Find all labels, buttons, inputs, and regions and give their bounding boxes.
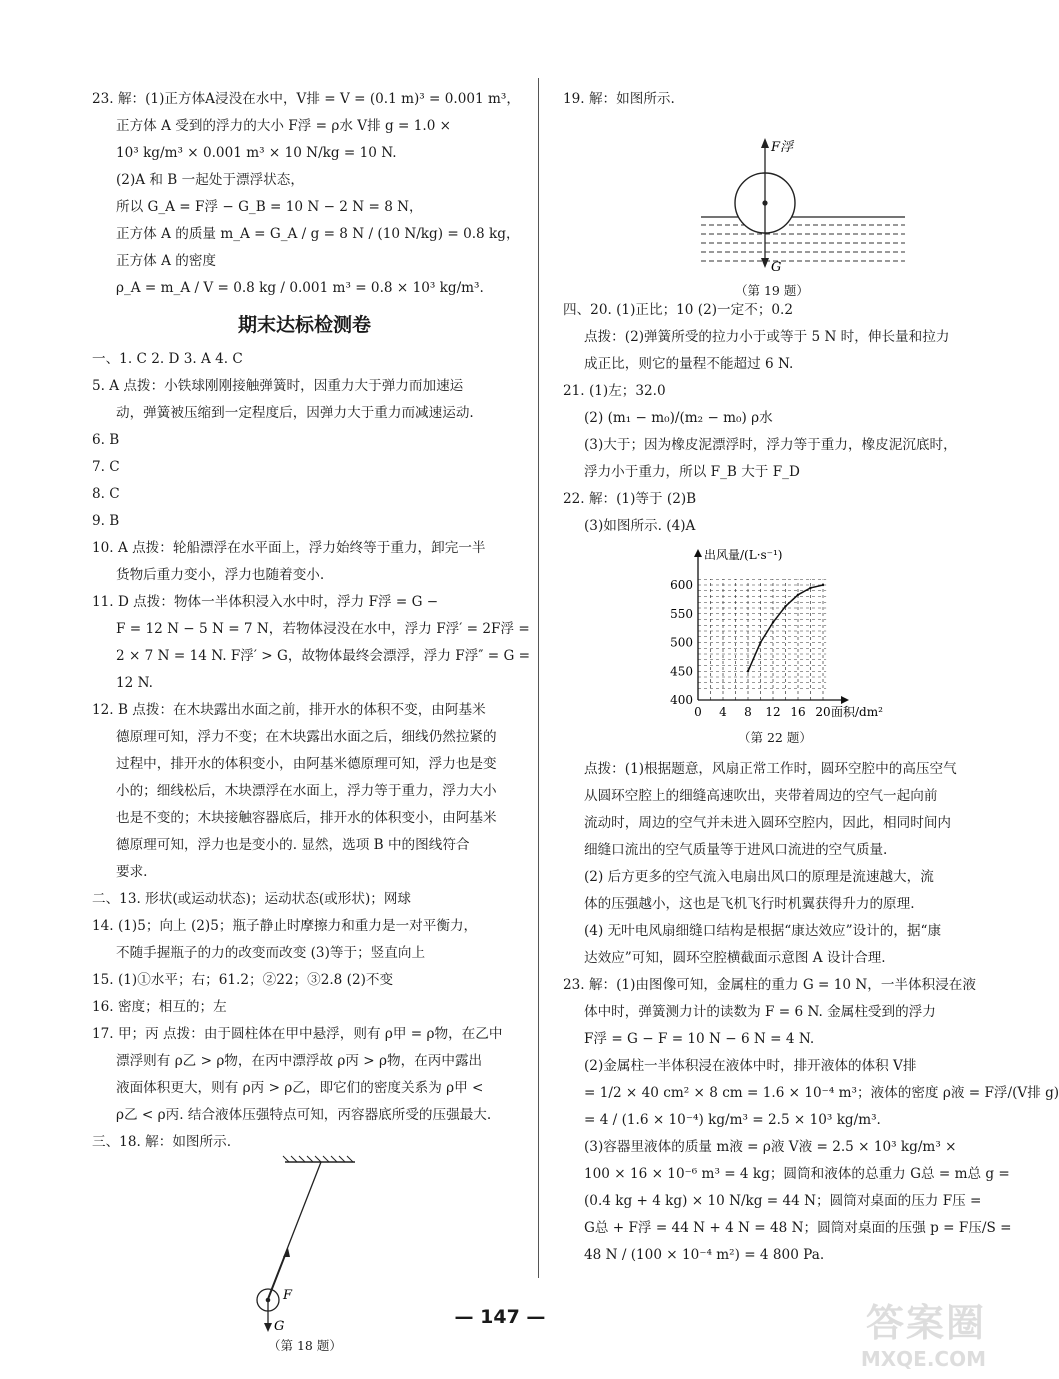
figure-18-caption: （第 18 题） xyxy=(268,1338,342,1353)
left-text-line: 7. C xyxy=(92,459,120,475)
fig18-label-F: F xyxy=(283,1288,293,1303)
right-c-line: 细缝口流出的空气质量等于进风口流进的空气质量. xyxy=(584,842,888,858)
left-text-line: 12. B 点拨：在木块露出水面之前，排开水的体积不变，由阿基米 xyxy=(92,702,486,718)
data-point xyxy=(772,621,774,623)
left-text-line: 德原理可知，浮力不变；在木块露出水面之后，细线仍然拉紧的 xyxy=(116,729,497,745)
x-tick-label: 20 xyxy=(815,705,831,719)
fig19-label-F: F浮 xyxy=(771,140,794,155)
right-c-line: (0.4 kg + 4 kg) × 10 N/kg = 44 N；圆筒对桌面的压力 F压 = xyxy=(584,1193,982,1209)
left-column xyxy=(92,86,531,1353)
y-tick-label: 600 xyxy=(670,578,693,592)
answers-block xyxy=(92,346,531,1156)
left-text-line: ρ乙 < ρ丙. 结合液体压强特点可知，丙容器底所受的压强最大. xyxy=(116,1107,492,1123)
right-c-line: 流动时，周边的空气并未进入圆环空腔内，因此，相同时间内 xyxy=(584,815,952,831)
right-c-line: 体的压强越小，这也是飞机飞行时机翼获得升力的原理. xyxy=(584,896,915,912)
figure-22-caption: （第 22 题） xyxy=(738,730,812,745)
right-b-line: 浮力小于重力，所以 F_B 大于 F_D xyxy=(584,464,800,480)
right-c-line: (2)金属柱一半体积浸在液体中时，排开液体的体积 V排 xyxy=(584,1058,917,1074)
right-c-line: 100 × 16 × 10⁻⁶ m³ = 4 kg；圆筒和液体的总重力 G总 = m总 g = xyxy=(584,1166,1010,1182)
q23-solution-block xyxy=(92,86,520,302)
figure-19 xyxy=(563,113,983,297)
left-text-line: 17. 甲；丙 点拨：由于圆柱体在甲中悬浮，则有 ρ甲 = ρ物，在乙中 xyxy=(92,1026,503,1042)
x-tick-label: 0 xyxy=(694,705,702,719)
y-tick-label: 500 xyxy=(670,635,693,650)
q22-23-block xyxy=(563,756,1059,1269)
data-point xyxy=(822,584,824,586)
left-text-line: 货物后重力变小，浮力也随着变小. xyxy=(116,567,325,583)
right-b-line: 成正比，则它的量程不能超过 6 N. xyxy=(584,356,794,372)
section-title: 期末达标检测卷 xyxy=(237,314,371,336)
right-column xyxy=(563,86,1059,1269)
right-c-line: 达效应”可知，圆环空腔横截面示意图 A 设计合理. xyxy=(584,950,886,966)
right-b-line: 四、20. (1)正比；10 (2)一定不；0.2 xyxy=(563,302,794,318)
figure-22 xyxy=(563,540,983,756)
y-axis-arrow xyxy=(694,549,702,557)
right-b-line: 22. 解：(1)等于 (2)B xyxy=(563,491,697,507)
fig19-label-G: G xyxy=(771,260,782,275)
left-text-line: 5. A 点拨：小铁球刚刚接触弹簧时，因重力大于弹力而加速运 xyxy=(92,378,464,394)
left-text-line: 过程中，排开水的体积变小，由阿基米德原理可知，浮力也是变 xyxy=(116,756,497,772)
y-tick-label: 550 xyxy=(670,606,693,621)
left-text-line: 正方体 A 受到的浮力的大小 F浮 = ρ水 V排 g = 1.0 × xyxy=(116,118,452,134)
left-text-line: 9. B xyxy=(92,513,120,529)
left-text-line: F = 12 N − 5 N = 7 N，若物体浸没在水中，浮力 F浮′ = 2F浮 = xyxy=(116,621,530,637)
watermark-url: MXQE.COM xyxy=(860,1347,986,1371)
right-b-line: 点拨：(2)弹簧所受的拉力小于或等于 5 N 时，伸长量和拉力 xyxy=(584,329,950,345)
x-tick-label: 12 xyxy=(765,705,781,719)
right-c-line: (3)容器里液体的质量 m液 = ρ液 V液 = 2.5 × 10³ kg/m³ × xyxy=(584,1139,957,1155)
x-axis-label: 面积/dm² xyxy=(831,705,883,719)
left-text-line: 23. 解：(1)正方体A浸没在水中，V排 = V = (0.1 m)³ = 0.001 m³， xyxy=(92,91,520,107)
right-c-line: = 4 / (1.6 × 10⁻⁴) kg/m³ = 2.5 × 10³ kg/m³. xyxy=(584,1112,881,1128)
right-c-line: 体中时，弹簧测力计的读数为 F = 6 N. 金属柱受到的浮力 xyxy=(584,1004,936,1020)
right-b-line: 21. (1)左；32.0 xyxy=(563,383,666,399)
right-c-line: (2) 后方更多的空气流入电扇出风口的原理是流速越大，流 xyxy=(584,869,934,885)
q19-block xyxy=(563,86,983,113)
right-c-line: (4) 无叶电风扇细缝口结构是根据“康达效应”设计的，据“康 xyxy=(584,923,942,939)
left-text-line: 三、18. 解：如图所示. xyxy=(92,1134,232,1150)
left-text-line: 8. C xyxy=(92,486,120,502)
left-text-line: 2 × 7 N = 14 N. F浮′ > G，故物体最终会漂浮，浮力 F浮″ = G = xyxy=(116,648,531,664)
left-text-line: 正方体 A 的密度 xyxy=(116,253,217,269)
left-text-line: 要求. xyxy=(116,864,148,880)
left-text-line: 15. (1)①水平；右；61.2；②22；③2.8 (2)不变 xyxy=(92,972,394,988)
left-text-line: 6. B xyxy=(92,432,120,448)
right-c-line: G总 + F浮 = 44 N + 4 N = 48 N；圆筒对桌面的压强 p = F压/S = xyxy=(584,1220,1012,1236)
left-text-line: 二、13. 形状(或运动状态)；运动状态(或形状)；网球 xyxy=(92,891,412,907)
left-text-line: (2)A 和 B 一起处于漂浮状态， xyxy=(116,172,304,188)
right-b-line: (2) (m₁ − m₀)/(m₂ − m₀) ρ水 xyxy=(584,410,773,426)
left-text-line: 动，弹簧被压缩到一定程度后，因弹力大于重力而减速运动. xyxy=(116,405,474,421)
x-tick-label: 8 xyxy=(744,705,752,719)
left-text-line: 漂浮则有 ρ乙 > ρ物，在丙中漂浮故 ρ丙 > ρ物，在丙中露出 xyxy=(116,1053,483,1069)
data-point xyxy=(784,605,786,607)
y-axis-label: 出风量/(L·s⁻¹) xyxy=(704,548,783,562)
left-text-line: 14. (1)5；向上 (2)5；瓶子静止时摩擦力和重力是一对平衡力， xyxy=(92,918,478,934)
left-text-line: 液面体积更大，则有 ρ丙 > ρ乙，即它们的密度关系为 ρ甲 < xyxy=(116,1080,484,1096)
left-text-line: ρ_A = m_A / V = 0.8 kg / 0.001 m³ = 0.8 × 10³ kg/m³. xyxy=(116,280,484,296)
column-divider xyxy=(538,78,539,1278)
right-c-line: = 1/2 × 40 cm² × 8 cm = 1.6 × 10⁻⁴ m³；液体的密度 ρ液 = F浮/(V排 g) xyxy=(584,1085,1059,1101)
left-text-line: 10³ kg/m³ × 0.001 m³ × 10 N/kg = 10 N. xyxy=(116,145,397,161)
right-c-line: 点拨：(1)根据题意，风扇正常工作时，圆环空腔中的高压空气 xyxy=(584,761,957,777)
figure-19-diagram xyxy=(563,113,983,297)
right-c-line: 48 N / (100 × 10⁻⁴ m²) = 4 800 Pa. xyxy=(584,1247,825,1263)
page-number: — 147 — xyxy=(454,1306,546,1328)
left-text-line: 11. D 点拨：物体一半体积浸入水中时，浮力 F浮 = G − xyxy=(92,594,439,610)
left-text-line: 正方体 A 的质量 m_A = G_A / g = 8 N / (10 N/kg) = 0.8 kg， xyxy=(116,226,520,242)
data-point xyxy=(797,594,799,596)
data-point xyxy=(747,670,749,672)
right-c-line: 从圆环空腔上的细缝高速吹出，夹带着周边的空气一起向前 xyxy=(584,788,938,804)
right-a-line: 19. 解：如图所示. xyxy=(563,91,675,107)
y-tick-label: 450 xyxy=(670,664,693,679)
q20-22-block xyxy=(563,297,983,540)
x-tick-label: 16 xyxy=(790,705,806,719)
left-text-line: 不随手握瓶子的力的改变而改变 (3)等于；竖直向上 xyxy=(116,945,426,961)
left-text-line: 12 N. xyxy=(116,675,153,691)
watermark xyxy=(861,1292,986,1371)
left-text-line: 一、1. C 2. D 3. A 4. C xyxy=(92,351,243,367)
right-b-line: (3)如图所示. (4)A xyxy=(584,518,696,534)
data-point xyxy=(759,641,761,643)
figure-19-caption: （第 19 题） xyxy=(735,283,809,298)
left-text-line: 10. A 点拨：轮船漂浮在水平面上，浮力始终等于重力，卸完一半 xyxy=(92,540,486,556)
y-tick-label: 400 xyxy=(670,693,693,707)
x-tick-label: 4 xyxy=(719,705,727,719)
data-point xyxy=(809,587,811,589)
left-text-line: 也是不变的；木块接触容器底后，排开水的体积变小，由阿基米 xyxy=(116,810,497,826)
left-text-line: 16. 密度；相互的；左 xyxy=(92,999,227,1015)
left-text-line: 德原理可知，浮力也是变小的. 显然，选项 B 中的图线符合 xyxy=(116,837,470,853)
x-axis-arrow xyxy=(841,696,849,704)
left-text-line: 小的；细线松后，木块漂浮在水面上，浮力等于重力，浮力大小 xyxy=(116,783,497,799)
left-text-line: 所以 G_A = F浮 − G_B = 10 N − 2 N = 8 N， xyxy=(116,199,423,215)
fig18-label-G: G xyxy=(274,1319,285,1334)
right-b-line: (3)大于；因为橡皮泥漂浮时，浮力等于重力，橡皮泥沉底时， xyxy=(584,437,957,453)
right-c-line: F浮 = G − F = 10 N − 6 N = 4 N. xyxy=(584,1031,815,1047)
watermark-logo: 答案圈 xyxy=(865,1301,986,1345)
right-c-line: 23. 解：(1)由图像可知，金属柱的重力 G = 10 N，一半体积浸在液 xyxy=(563,977,976,993)
